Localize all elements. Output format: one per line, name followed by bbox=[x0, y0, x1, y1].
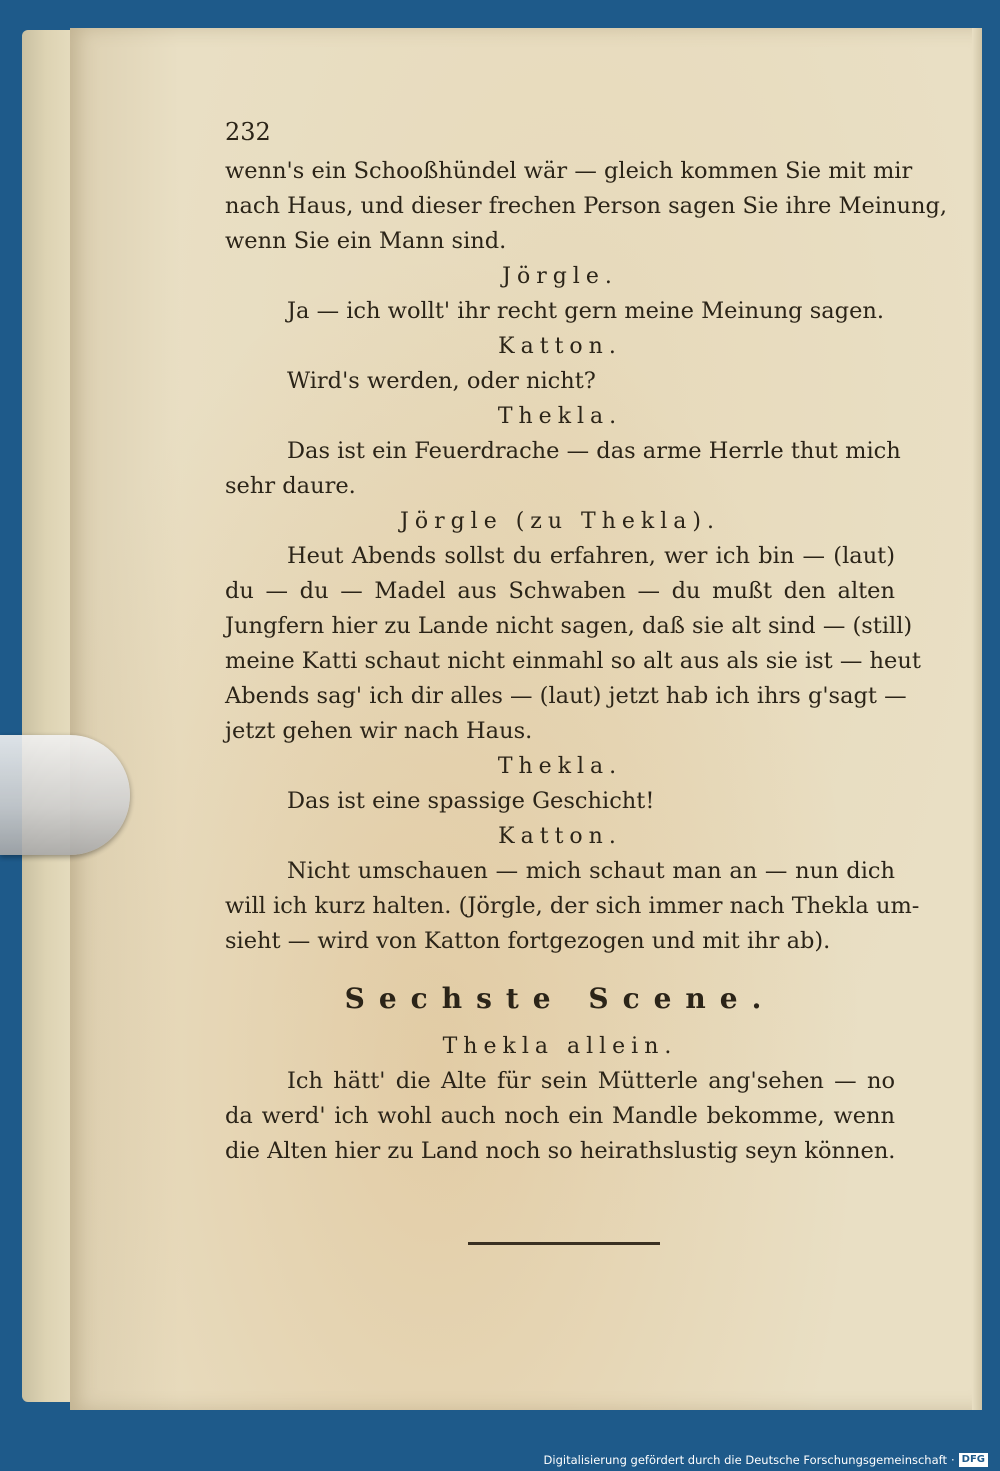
text-line: Heut Abends sollst du erfahren, wer ich bin — (laut) bbox=[287, 543, 895, 569]
speaker-heading: Thekla. bbox=[497, 754, 623, 779]
text-line: die Alten hier zu Land noch so heirathslustig seyn können. bbox=[225, 1138, 896, 1164]
scene-heading: Sechste Scene. bbox=[344, 982, 776, 1015]
closing-rule bbox=[468, 1242, 660, 1245]
speaker-heading: Katton. bbox=[498, 824, 622, 849]
text-line: sieht — wird von Katton fortgezogen und mit ihr ab). bbox=[225, 928, 831, 954]
text-line: wenn's ein Schooßhündel wär — gleich kommen Sie mit mir bbox=[225, 158, 913, 184]
text-line: will ich kurz halten. (Jörgle, der sich immer nach Thekla um- bbox=[225, 893, 920, 919]
text-line: meine Katti schaut nicht einmahl so alt aus als sie ist — heut bbox=[225, 648, 921, 674]
text-line: Jungfern hier zu Lande nicht sagen, daß sie alt sind — (still) bbox=[225, 613, 913, 639]
dfg-logo-icon: DFG bbox=[959, 1453, 988, 1467]
text-line: Ich hätt' die Alte für sein Mütterle ang'sehen — no bbox=[287, 1068, 895, 1094]
text-line: Wird's werden, oder nicht? bbox=[287, 368, 596, 394]
text-line: sehr daure. bbox=[225, 473, 356, 499]
speaker-heading: Katton. bbox=[498, 334, 622, 359]
text-line: jetzt gehen wir nach Haus. bbox=[225, 718, 533, 744]
text-line: wenn Sie ein Mann sind. bbox=[225, 228, 507, 254]
page-edge bbox=[972, 28, 982, 1410]
text-line: da werd' ich wohl auch noch ein Mandle bekomme, wenn bbox=[225, 1103, 895, 1129]
text-line: Ja — ich wollt' ihr recht gern meine Meinung sagen. bbox=[287, 298, 885, 324]
speaker-heading: Thekla allein. bbox=[442, 1034, 678, 1059]
speaker-heading: Jörgle. bbox=[502, 264, 618, 289]
speaker-heading: Thekla. bbox=[497, 404, 623, 429]
footer-credit: Digitalisierung gefördert durch die Deutsche Forschungsgemeinschaft · DFG bbox=[544, 1453, 988, 1467]
text-line: du — du — Madel aus Schwaben — du mußt den alten bbox=[225, 578, 895, 604]
page-clip bbox=[0, 735, 130, 855]
page-text bbox=[225, 118, 948, 1169]
text-line: Das ist ein Feuerdrache — das arme Herrle thut mich bbox=[287, 438, 901, 464]
page-number: 232 bbox=[225, 118, 271, 146]
footer-credit-text: Digitalisierung gefördert durch die Deutsche Forschungsgemeinschaft bbox=[543, 1453, 947, 1467]
speaker-heading: Jörgle (zu Thekla). bbox=[400, 509, 720, 534]
text-line: Das ist eine spassige Geschicht! bbox=[287, 788, 655, 814]
text-line: nach Haus, und dieser frechen Person sagen Sie ihre Meinung, bbox=[225, 193, 948, 219]
text-line: Nicht umschauen — mich schaut man an — nun dich bbox=[287, 858, 895, 884]
text-blocks bbox=[225, 154, 948, 1169]
text-line: Abends sag' ich dir alles — (laut) jetzt hab ich ihrs g'sagt — bbox=[225, 683, 907, 709]
